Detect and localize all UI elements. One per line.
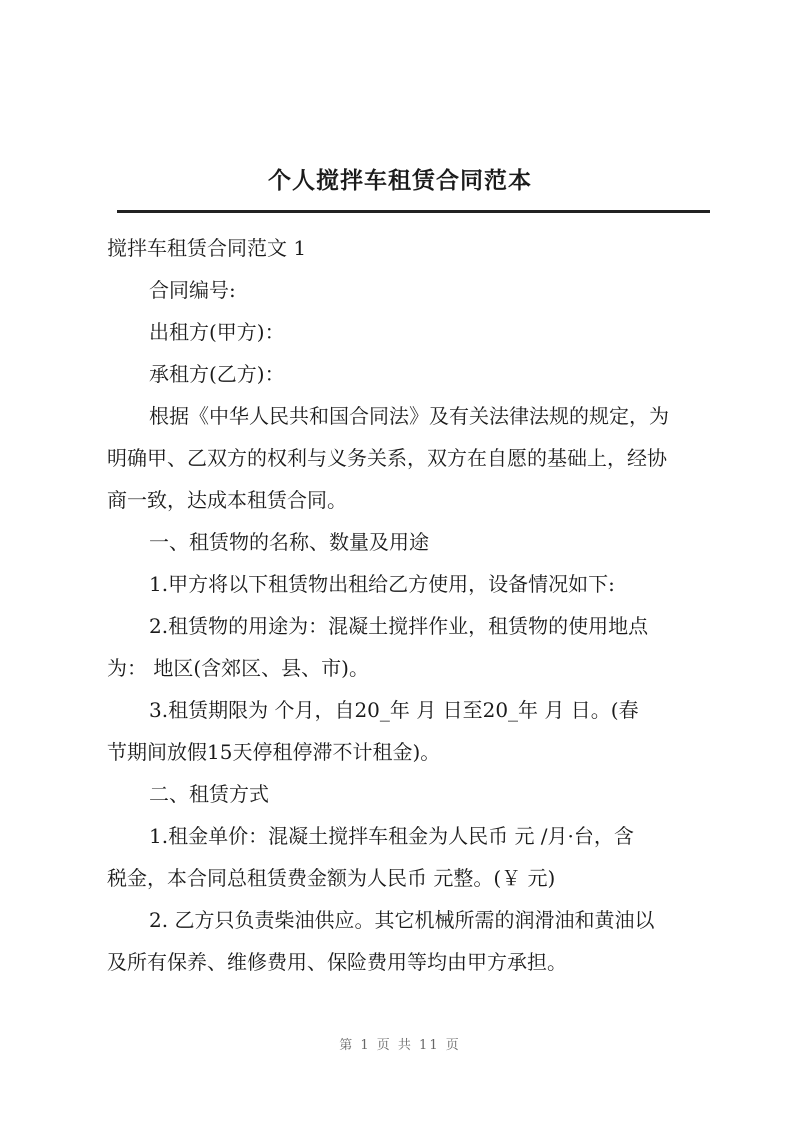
paragraph-line: 2.租赁物的用途为：混凝土搅拌作业，租赁物的使用地点: [149, 614, 649, 638]
paragraph-line: 3.租赁期限为 个月，自20_年 月 日至20_年 月 日。(春: [149, 698, 639, 722]
contract-number-label: 合同编号:: [149, 278, 236, 302]
paragraph-line: 税金，本合同总租赁费金额为人民币 元整。(￥ 元): [107, 866, 556, 890]
paragraph-line: 节期间放假15天停租停滞不计租金)。: [107, 740, 441, 764]
paragraph-line: 明确甲、乙双方的权利与义务关系，双方在自愿的基础上，经协: [107, 446, 667, 470]
paragraph-line: 根据《中华人民共和国合同法》及有关法律法规的规定，为: [149, 404, 669, 428]
section-heading: 一、租赁物的名称、数量及用途: [149, 530, 429, 554]
title-divider: [117, 210, 710, 213]
paragraph-line: 商一致，达成本租赁合同。: [107, 488, 347, 512]
lessee-label: 承租方(乙方)：: [149, 362, 285, 386]
lessor-label: 出租方(甲方)：: [149, 320, 285, 344]
paragraph-line: 1.甲方将以下租赁物出租给乙方使用，设备情况如下:: [149, 572, 615, 596]
section-heading: 二、租赁方式: [149, 782, 269, 806]
document-title: 个人搅拌车租赁合同范本: [268, 168, 532, 194]
section-heading: 搅拌车租赁合同范文 1: [107, 236, 307, 260]
page-number: 第 1 页 共 11 页: [339, 1038, 461, 1053]
paragraph-line: 2. 乙方只负责柴油供应。其它机械所需的润滑油和黄油以: [149, 908, 655, 932]
paragraph-line: 1.租金单价：混凝土搅拌车租金为人民币 元 /月·台，含: [149, 824, 634, 848]
paragraph-line: 为： 地区(含郊区、县、市)。: [107, 656, 369, 680]
paragraph-line: 及所有保养、维修费用、保险费用等均由甲方承担。: [107, 950, 567, 974]
